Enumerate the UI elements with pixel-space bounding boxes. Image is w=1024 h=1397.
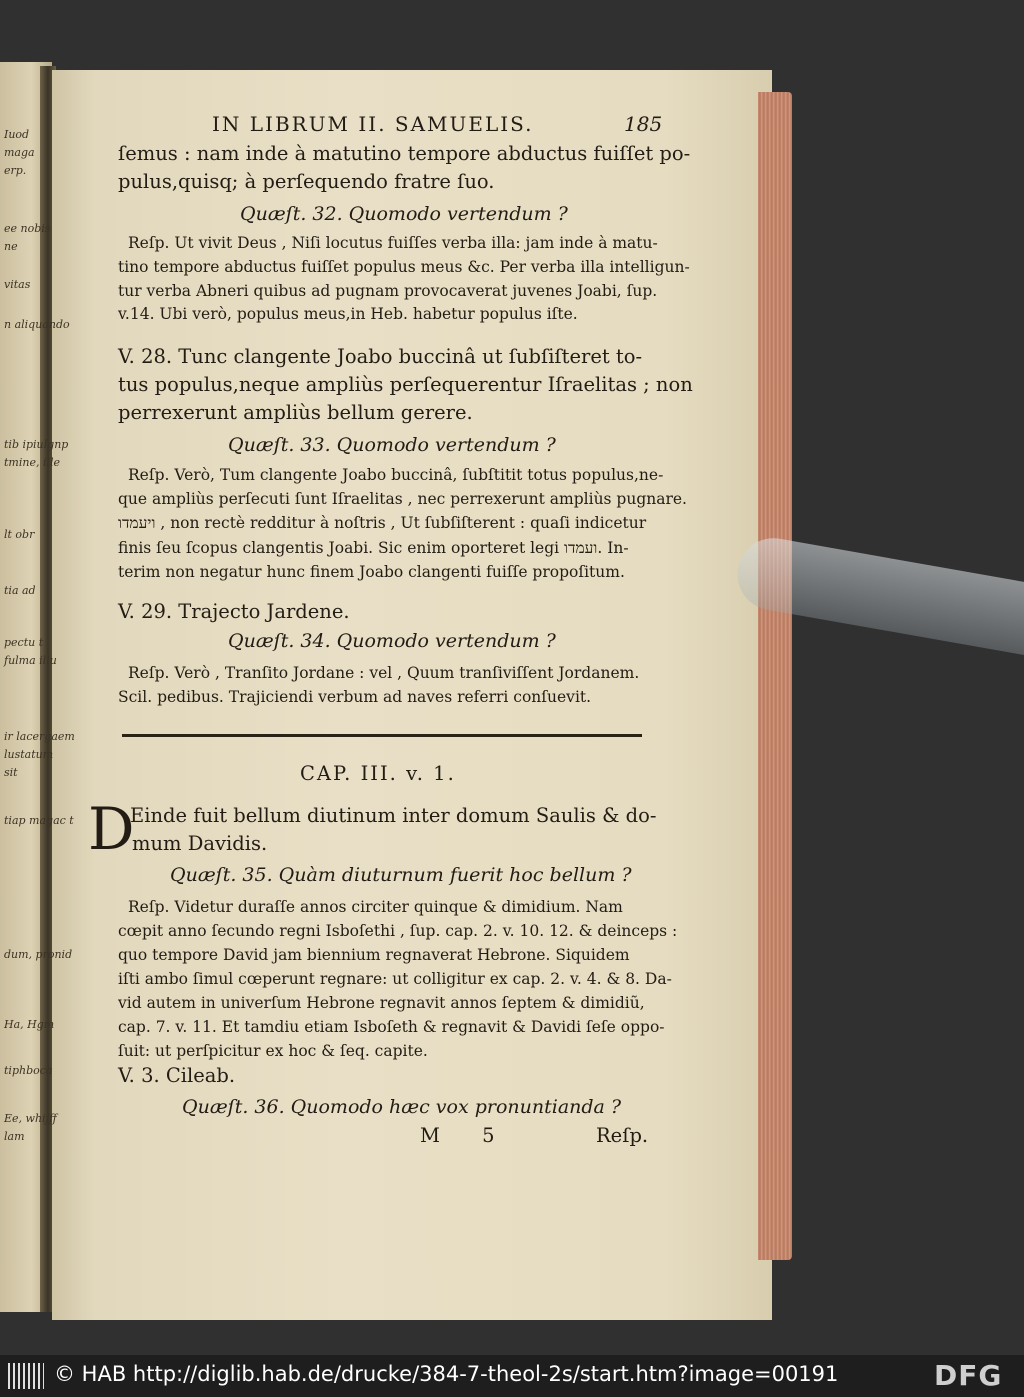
- section-rule: [122, 734, 642, 737]
- question-heading: Quæſt. 32. Quomodo vertendum ?: [240, 203, 568, 225]
- response-line: Reſp. Verò, Tum clangente Joabo buccinâ, ſubſtitit totus populus,ne-: [128, 466, 664, 484]
- response-line: Scil. pedibus. Trajiciendi verbum ad naves referri conſuevit.: [118, 688, 592, 706]
- left-fragment: sit: [4, 766, 18, 779]
- response-line: cœpit anno ſecundo regni Isboſethi , ſup. cap. 2. v. 10. 12. & deinceps :: [118, 922, 678, 940]
- response-line: terim non negatur hunc finem Joabo clangenti fuiſſe propoſitum.: [118, 563, 625, 581]
- left-fragment: tia ad: [4, 584, 36, 597]
- chapter-text-line: Einde fuit bellum diutinum inter domum Saulis & do-: [130, 804, 657, 827]
- footer-copyright-link[interactable]: © HAB http://diglib.hab.de/drucke/384-7-theol-2s/start.htm?image=00191: [54, 1362, 839, 1386]
- verse-line: V. 29. Trajecto Jardene.: [118, 600, 350, 623]
- response-line: finis ſeu ſcopus clangentis Joabi. Sic enim oporteret legi ועמדו. In-: [118, 539, 629, 557]
- question-heading: Quæſt. 35. Quàm diuturnum fuerit hoc bellum ?: [170, 864, 632, 886]
- left-fragment: lam: [4, 1130, 25, 1143]
- question-heading: Quæſt. 33. Quomodo vertendum ?: [228, 434, 556, 456]
- chapter-heading: CAP. III. v. 1.: [300, 762, 456, 785]
- left-fragment: Ee, whijff: [4, 1112, 57, 1125]
- dfg-logo: DFG: [934, 1359, 1003, 1392]
- left-fragment: tiphboca: [4, 1064, 53, 1077]
- left-fragment: ne: [4, 240, 18, 253]
- question-heading: Quæſt. 36. Quomodo hæc vox pronuntianda ?: [182, 1096, 622, 1118]
- response-line: v.14. Ubi verò, populus meus,in Heb. habetur populus iſte.: [118, 305, 578, 323]
- response-line: Reſp. Verò , Tranſito Jordane : vel , Quum tranſiviſſent Jordanem.: [128, 664, 640, 682]
- verse-line: tus populus,neque ampliùs perſequerentur Iſraelitas ; non: [118, 373, 693, 396]
- left-fragment: tib ipiulgnp: [4, 438, 69, 451]
- left-fragment: Iuod: [4, 128, 30, 141]
- chapter-text-line: mum Davidis.: [132, 832, 268, 855]
- catchword: Reſp.: [596, 1124, 649, 1147]
- verse-line: perrexerunt ampliùs bellum gerere.: [118, 401, 473, 424]
- left-fragment: maga: [4, 146, 35, 159]
- response-line: tur verba Abneri quibus ad pugnam provocaverat juvenes Joabi, ſup.: [118, 282, 658, 300]
- response-line: cap. 7. v. 11. Et tamdiu etiam Isboſeth & regnavit & Davidi ſeſe oppo-: [118, 1018, 665, 1036]
- response-line: quo tempore David jam biennium regnaverat Hebrone. Siquidem: [118, 946, 630, 964]
- text-line: pulus,quisq; à perſequendo fratre ſuo.: [118, 170, 495, 193]
- response-line: tino tempore abductus fuiſſet populus meus &c. Per verba illa intelligun-: [118, 258, 690, 276]
- response-line: iſti ambo ſimul cœperunt regnare: ut colligitur ex cap. 2. v. 4. & 8. Da-: [118, 970, 672, 988]
- hab-barcode-icon: [8, 1363, 44, 1389]
- page-edges-red: [758, 92, 792, 1260]
- footer-bar: [0, 1355, 1024, 1397]
- left-fragment: ir lacergaem: [4, 730, 75, 743]
- question-heading: Quæſt. 34. Quomodo vertendum ?: [228, 630, 556, 652]
- response-line: Reſp. Videtur duraſſe annos circiter quinque & dimidium. Nam: [128, 898, 623, 916]
- left-fragment: vitas: [4, 278, 31, 291]
- page-number: 185: [624, 112, 663, 136]
- verse-line: V. 28. Tunc clangente Joabo buccinâ ut ſubſiſteret to-: [118, 345, 643, 368]
- left-fragment: tiap magac t: [4, 814, 74, 827]
- left-fragment: erp.: [4, 164, 27, 177]
- response-line: vid autem in univerſum Hebrone regnavit annos ſeptem & dimidiũ,: [118, 994, 645, 1012]
- left-fragment: tmine, ille: [4, 456, 61, 469]
- left-fragment: dum, pronid: [4, 948, 73, 961]
- left-fragment: Ha, Hgm: [4, 1018, 55, 1031]
- left-fragment: lustatum: [4, 748, 54, 761]
- left-fragment: ee nobis: [4, 222, 51, 235]
- response-line: Reſp. Ut vivit Deus , Niſi locutus fuiſſes verba illa: jam inde à matu-: [128, 234, 658, 252]
- signature-mark: M 5: [420, 1124, 513, 1147]
- response-line: ויעמדו , non rectè redditur à noſtris , Ut ſubſiſterent : quaſi indicetur: [118, 514, 647, 532]
- left-fragment: pectu t: [4, 636, 44, 649]
- running-head: IN LIBRUM II. SAMUELIS.: [212, 112, 534, 136]
- text-line: ſemus : nam inde à matutino tempore abductus fuiſſet po-: [118, 142, 691, 165]
- drop-cap: D: [88, 795, 135, 863]
- left-fragment: n aliquando: [4, 318, 70, 331]
- left-fragment: lt obr: [4, 528, 35, 541]
- response-line: que ampliùs perſecuti ſunt Iſraelitas , nec perrexerunt ampliùs pugnare.: [118, 490, 687, 508]
- response-line: ſuit: ut perſpicitur ex hoc & ſeq. capite.: [118, 1042, 428, 1060]
- left-fragment: fulma illu: [4, 654, 57, 667]
- verse-line: V. 3. Cileab.: [118, 1064, 236, 1087]
